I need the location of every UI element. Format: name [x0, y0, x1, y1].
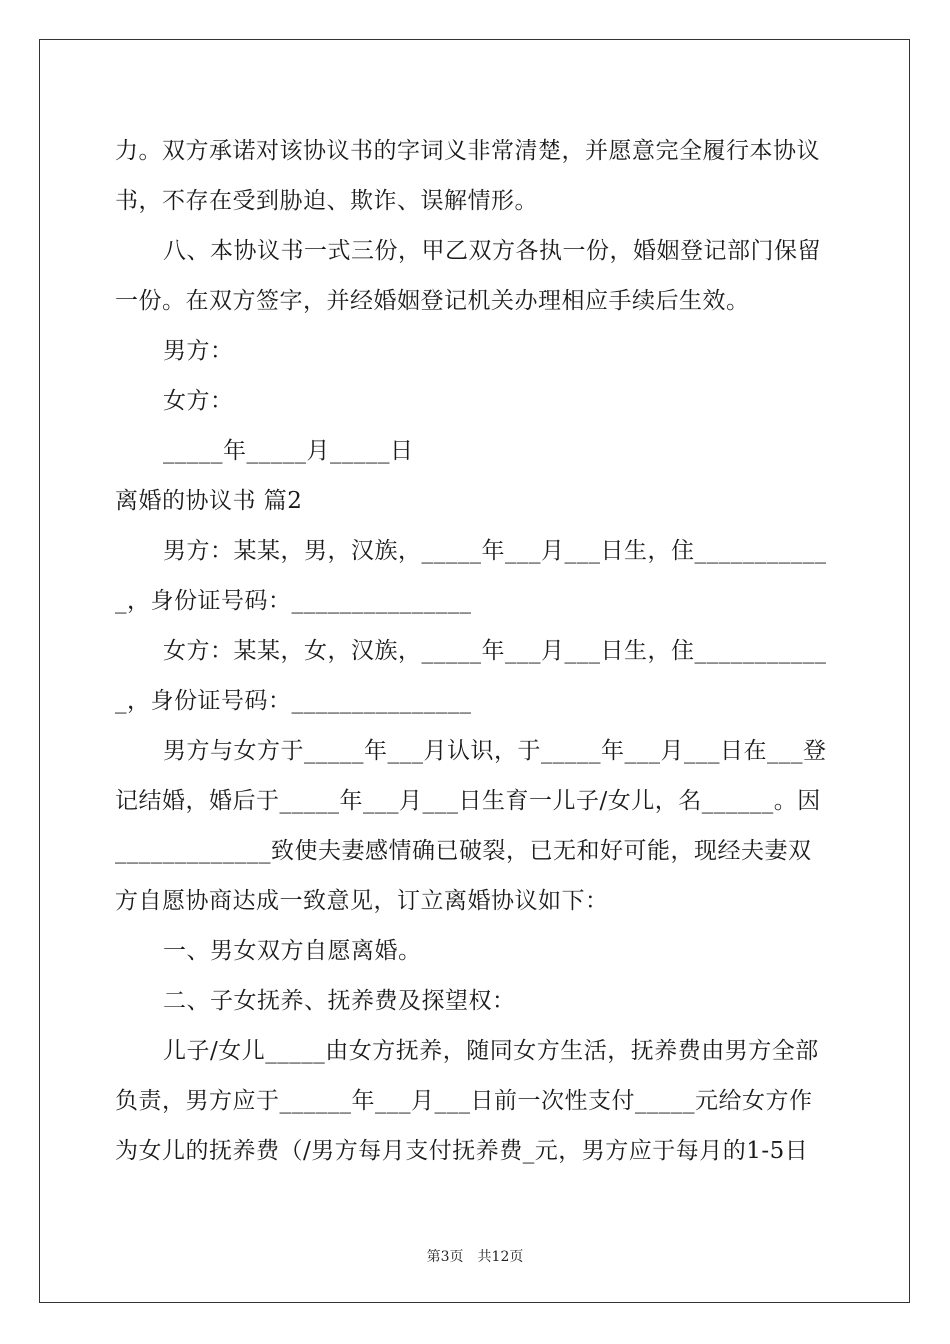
marriage-history-line: 方自愿协商达成一致意见，订立离婚协议如下： — [115, 888, 609, 914]
page-footer — [0, 1246, 950, 1266]
clause-1-line: 一、男女双方自愿离婚。 — [163, 938, 422, 964]
clause-2-heading: 二、子女抚养、抚养费及探望权： — [163, 988, 516, 1014]
male-party-info: 男方：某某，男，汉族，_____年___月___日生，住___________ — [163, 538, 827, 564]
paragraph-line: 力。双方承诺对该协议书的字词义非常清楚，并愿意完全履行本协议 — [115, 138, 820, 164]
custody-line: 负责，男方应于______年___月___日前一次性支付_____元给女方作 — [115, 1088, 813, 1114]
male-signature-label: 男方： — [163, 338, 234, 364]
clause-8-line: 八、本协议书一式三份，甲乙双方各执一份，婚姻登记部门保留 — [163, 238, 821, 264]
male-party-id: _，身份证号码：_______________ — [115, 588, 472, 614]
paragraph-line: 书，不存在受到胁迫、欺诈、误解情形。 — [115, 188, 538, 214]
custody-line: 为女儿的抚养费（/男方每月支付抚养费_元，男方应于每月的1-5日 — [115, 1138, 809, 1164]
female-party-info: 女方：某某，女，汉族，_____年___月___日生，住___________ — [163, 638, 827, 664]
marriage-history-line: 男方与女方于_____年___月认识，于_____年___月___日在___登 — [163, 738, 827, 764]
female-signature-label: 女方： — [163, 388, 234, 414]
total-pages: 共12页 — [477, 1249, 524, 1265]
marriage-history-line: _____________致使夫妻感情确已破裂，已无和好可能，现经夫妻双 — [115, 838, 812, 864]
marriage-history-line: 记结婚，婚后于_____年___月___日生育一儿子/女儿，名______。因 — [115, 788, 821, 814]
clause-8-line: 一份。在双方签字，并经婚姻登记机关办理相应手续后生效。 — [115, 288, 750, 314]
female-party-id: _，身份证号码：_______________ — [115, 688, 472, 714]
section-heading: 离婚的协议书 篇2 — [115, 488, 303, 514]
custody-line: 儿子/女儿_____由女方抚养，随同女方生活，抚养费由男方全部 — [163, 1038, 819, 1064]
page-number: 第3页 — [426, 1249, 464, 1265]
date-blank-line: _____年_____月_____日 — [163, 438, 414, 464]
